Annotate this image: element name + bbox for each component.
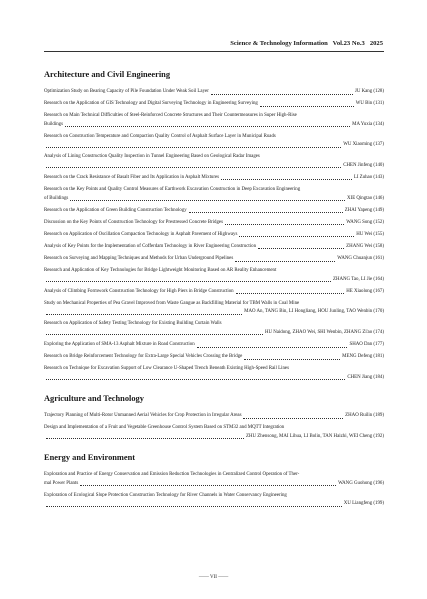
leader-dots: [80, 485, 336, 486]
leader-dots: [244, 359, 340, 360]
entry-title: Optimization Study on Bearing Capacity of Pile Foundation Under Weak Soil Layer: [44, 89, 209, 94]
journal-year: 2025: [369, 40, 383, 47]
entry-line: [44, 433, 384, 442]
entry-author-page: ZHANG Tao, LI Jie (164): [332, 276, 384, 282]
entry-author-page: CHEN Jinfeng (140): [343, 162, 384, 168]
entry-author-page: ZHAO Ruilin (189): [345, 413, 384, 419]
entry-line: [44, 255, 384, 264]
toc-entry[interactable]: [44, 267, 384, 284]
leader-dots: [46, 438, 244, 439]
entry-author-page: HU Naidong, ZHAO Wei, SHI Wenbin, ZHANG Zi'ao (174): [264, 329, 384, 335]
entry-title: Research on Construction Temperature and Compaction Quality Control of Asphalt Surface Layer in Municipal Roads: [44, 133, 276, 139]
toc-entry[interactable]: [44, 412, 384, 421]
entry-line: [44, 141, 384, 150]
page-footer: —— VII ——: [198, 575, 229, 580]
entry-title: Research on the Application of Green Building Construction Technology: [44, 207, 187, 213]
entry-line: [44, 480, 384, 489]
entry-line: [44, 243, 384, 252]
toc-entry[interactable]: [44, 207, 384, 216]
leader-dots: [189, 212, 343, 213]
toc-entry[interactable]: [44, 133, 384, 150]
section-title: Agriculture and Technology: [44, 394, 144, 404]
toc-entry[interactable]: [44, 219, 384, 228]
toc-entry[interactable]: [44, 300, 384, 317]
entry-line: [44, 276, 384, 285]
toc-entry[interactable]: [44, 255, 384, 264]
leader-dots: [258, 248, 344, 249]
toc-entry[interactable]: [44, 231, 384, 240]
entry-title: Trajectory Planning of Multi-Rotor Unmanned Aerial Vehicles for Crop Protection in Irregular Areas: [44, 413, 242, 419]
entry-line: [44, 219, 384, 228]
entry-author-page: WANG Song (152): [346, 219, 384, 225]
entry-line: [44, 341, 384, 350]
entry-title: Research on Bridge Reinforcement Technology for Extra-Large Special Vehicles Crossing the Bridge: [44, 354, 243, 360]
entry-author-page: WU Xiaoming (137): [343, 142, 384, 148]
leader-dots: [260, 106, 354, 107]
entry-title: mal Power Plants: [44, 480, 79, 486]
leader-dots: [46, 147, 341, 148]
entry-title: Research on the Application of GIS Technology and Digital Surveying Technology in Engineering Surveying: [44, 101, 258, 107]
entry-title: Design and Implementation of a Fruit and Vegetable Greenhouse Control System Based on STM32 and MQTT Integration: [44, 425, 285, 431]
entry-title: Analysis of Key Points for the Implementation of Cofferdam Technology in River Engineering Construction: [44, 243, 257, 249]
entry-line: [44, 288, 384, 297]
entry-line: [44, 174, 384, 183]
entry-title: Exploring the Application of SMA-13 Asphalt Mixture in Road Construction: [44, 342, 195, 347]
entry-title: Research on Technique for Excavation Support of Low Clearance U-Shaped Trench Beneath Existing High-Speed Rail Lines: [44, 366, 289, 372]
entry-author-page: SHAO Dan (177): [349, 342, 384, 347]
section-title: Architecture and Civil Engineering: [44, 70, 171, 79]
entry-line: [44, 374, 384, 383]
section-entries: [44, 88, 384, 382]
toc-entry[interactable]: [44, 341, 384, 350]
toc-entry[interactable]: [44, 320, 384, 337]
journal-volume: Vol.23 No.3: [332, 40, 365, 47]
toc-entry[interactable]: [44, 424, 384, 441]
leader-dots: [46, 314, 242, 315]
toc-entry[interactable]: [44, 88, 384, 97]
leader-dots: [46, 506, 342, 507]
entry-line: [44, 329, 384, 338]
header-rule: [44, 51, 384, 52]
entry-title: Research on Application of Safety Testing Technology for Existing Building Curtain Walls: [44, 321, 222, 327]
leader-dots: [236, 293, 345, 294]
entry-line: [44, 500, 384, 509]
section-entries: [44, 412, 384, 441]
entry-title: Exploration and Practice of Energy Conservation and Emission Reduction Technologies in Centralized Control Operation of Ther-: [44, 472, 300, 478]
toc-entry[interactable]: [44, 100, 384, 109]
entry-line: [44, 231, 384, 240]
toc-entry[interactable]: [44, 365, 384, 382]
entry-author-page: JU Kang (128): [354, 89, 384, 94]
entry-author-page: LI Zuhao (143): [353, 174, 384, 180]
journal-name: Science & Technology Information: [230, 40, 328, 47]
toc-entry[interactable]: [44, 288, 384, 297]
leader-dots: [225, 224, 344, 225]
entry-title: Analysis of Climbing Formwork Construction Technology for High Piers in Bridge Construction: [44, 288, 234, 294]
leader-dots: [239, 236, 354, 237]
entry-author-page: WANG Chuanjun (161): [337, 256, 384, 262]
entry-line: [44, 207, 384, 216]
entry-line: [44, 88, 384, 97]
leader-dots: [221, 179, 352, 180]
entry-author-page: ZHAI Yapeng (149): [344, 207, 384, 213]
toc-entry[interactable]: [44, 174, 384, 183]
entry-author-page: ZHU Zhensong, MAI Lihua, LI Bolin, TAN Haizhi, WEI Cheng (192): [246, 433, 384, 439]
section-entries: [44, 471, 384, 509]
entry-line: [44, 162, 384, 171]
section-title: Energy and Environment: [44, 453, 136, 463]
entry-line: [44, 121, 384, 130]
entry-author-page: XU Liangfeng (199): [343, 501, 384, 507]
entry-title: Research on Application of Oscillation Compaction Technology in Asphalt Pavement of Highways: [44, 231, 238, 237]
toc-entry[interactable]: [44, 186, 384, 203]
entry-title: Buildings: [44, 121, 64, 127]
entry-line: [44, 412, 384, 421]
toc-entry[interactable]: [44, 471, 384, 488]
entry-author-page: WU Bin (131): [355, 101, 384, 107]
entry-author-page: MENG Defeng (181): [342, 354, 384, 360]
entry-title: of Buildings: [44, 195, 69, 201]
page-number: VII: [209, 575, 217, 580]
entry-author-page: ZHANG Wei (158): [346, 243, 384, 249]
toc-entry[interactable]: [44, 353, 384, 362]
toc-entry[interactable]: [44, 243, 384, 252]
entry-title: Research on the Crack Resistance of Basalt Fiber and Its Application in Asphalt Mixtures: [44, 174, 220, 180]
leader-dots: [211, 94, 353, 95]
entry-author-page: HE Xiaolong (167): [346, 288, 384, 294]
entry-author-page: CHEN Jiang (184): [347, 374, 384, 380]
entry-author-page: XIE Qingtao (146): [347, 195, 384, 201]
entry-line: [44, 308, 384, 317]
toc-entry[interactable]: [44, 492, 384, 509]
entry-title: Research on Surveying and Mapping Techniques and Methods for Urban Underground Pipelines: [44, 256, 234, 262]
entry-line: [44, 353, 384, 362]
leader-dots: [235, 261, 335, 262]
entry-line: [44, 100, 384, 109]
leader-dots: [65, 126, 350, 127]
entry-title: Research and Application of Key Technologies for Bridge Lightweight Monitoring Based on AR Reality Enhancement: [44, 268, 277, 274]
entry-author-page: HU Wei (155): [356, 231, 384, 237]
entry-author-page: WANG Guohong (196): [338, 480, 384, 486]
entry-title: Analysis of Lining Construction Quality Inspection in Tunnel Engineering Based on Geological Radar Images: [44, 154, 260, 160]
entry-title: Discussion on the Key Points of Construction Technology for Prestressed Concrete Bridges: [44, 219, 224, 225]
leader-dots: [46, 167, 341, 168]
entry-author-page: MA Yuxia (134): [352, 121, 384, 127]
leader-dots: [70, 200, 345, 201]
entry-title: Exploration of Ecological Slope Protection Construction Technology for River Channels in Water Conservancy Engineering: [44, 492, 287, 498]
entry-author-page: MAO An, TANG Bin, LI Hongliang, HOU Junling, TAO Wenbin (170): [244, 309, 384, 315]
leader-dots: [197, 347, 348, 348]
leader-dots: [46, 281, 331, 282]
entry-line: [44, 195, 384, 204]
entry-title: Research on Main Technical Difficulties of Steel-Reinforced Concrete Structures and Their Countermeasures in Super High-Rise: [44, 113, 297, 119]
table-of-contents: [44, 70, 384, 521]
toc-entry[interactable]: [44, 153, 384, 170]
toc-entry[interactable]: [44, 112, 384, 129]
page-header: [183, 40, 383, 47]
leader-dots: [243, 418, 343, 419]
leader-dots: [46, 379, 345, 380]
entry-title: Study on Mechanical Properties of Pea Gravel Improved from Waste Gangue as Backfilling Material for TBM Walls in Coal Mine: [44, 300, 300, 306]
entry-title: Research on the Key Points and Quality Control Measures of Earthwork Excavation Construction in Deep Excavation Engineering: [44, 187, 301, 193]
leader-dots: [46, 334, 263, 335]
